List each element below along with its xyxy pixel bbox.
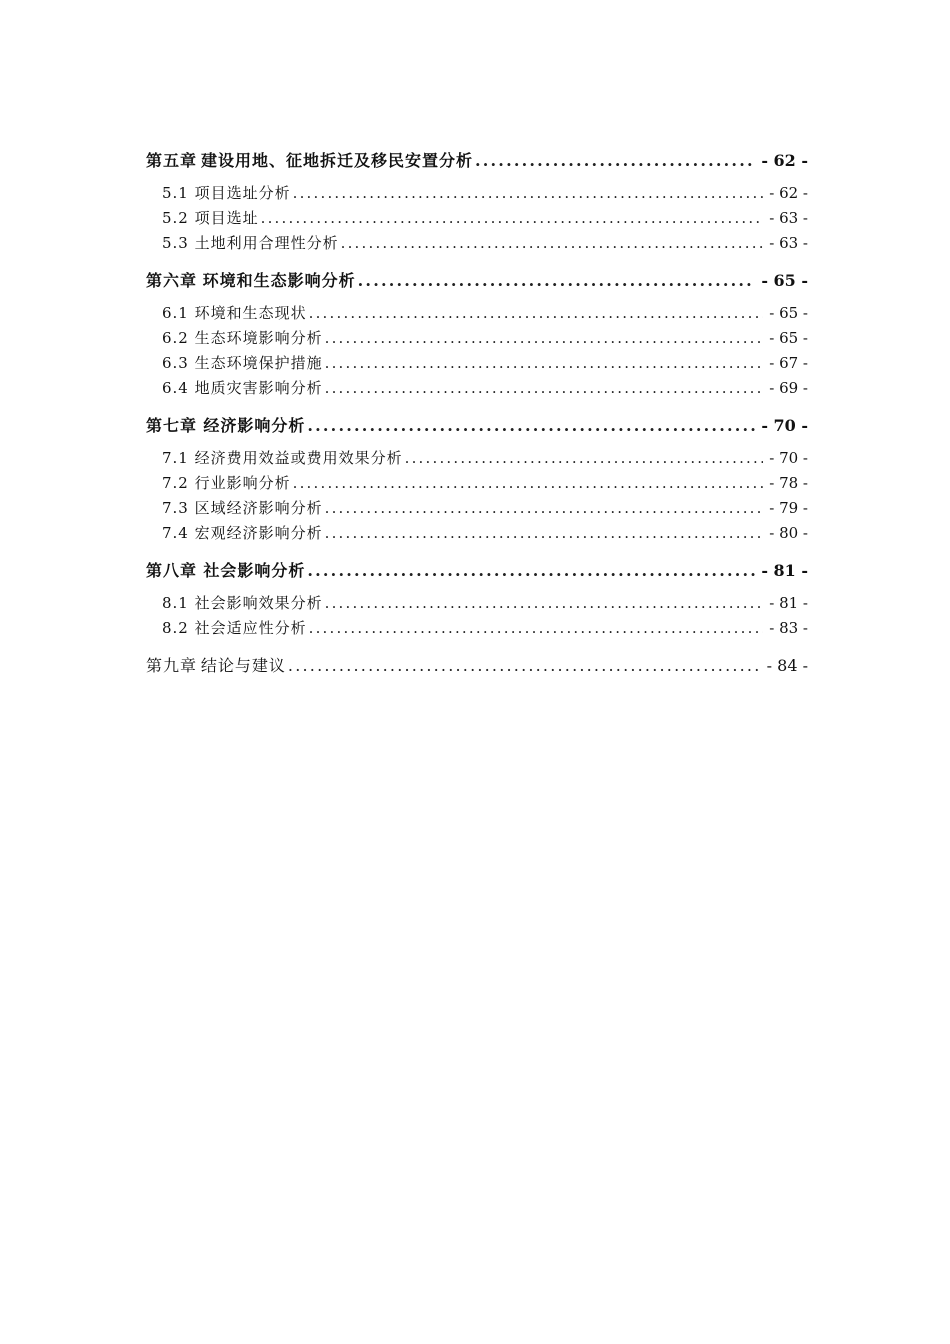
chapter-number: 第七章 [146, 416, 198, 435]
chapter-title: 结论与建议 [200, 656, 286, 675]
chapter-title: 环境和生态影响分析 [202, 271, 356, 290]
toc-chapter-5[interactable] [146, 146, 808, 181]
dot-leader [405, 446, 764, 471]
page-number: - 62 - [769, 184, 808, 202]
dot-leader [293, 181, 764, 206]
toc-section-6-4[interactable] [146, 376, 808, 411]
chapter-number: 第九章 [146, 656, 198, 675]
chapter-number: 第六章 [146, 271, 198, 290]
page-number: - 78 - [769, 474, 808, 492]
toc-chapter-7[interactable] [146, 411, 808, 446]
section-title: 5.3 土地利用合理性分析 [162, 234, 339, 252]
page-number: - 69 - [769, 379, 808, 397]
toc-section-7-1[interactable] [146, 446, 808, 471]
section-title: 7.4 宏观经济影响分析 [162, 524, 323, 542]
page-number: - 62 - [761, 151, 808, 170]
toc-section-8-2[interactable] [146, 616, 808, 651]
dot-leader [261, 206, 764, 231]
page-number: - 65 - [769, 304, 808, 322]
page-number: - 80 - [769, 524, 808, 542]
section-title: 7.2 行业影响分析 [162, 474, 291, 492]
page-number: - 83 - [769, 619, 808, 637]
chapter-title: 建设用地、征地拆迁及移民安置分析 [200, 151, 473, 170]
chapter-title: 经济影响分析 [203, 416, 306, 435]
page-number: - 79 - [769, 499, 808, 517]
section-title: 6.1 环境和生态现状 [162, 304, 307, 322]
page-number: - 63 - [769, 209, 808, 227]
chapter-number: 第五章 [146, 151, 198, 170]
toc-section-7-4[interactable] [146, 521, 808, 556]
toc-chapter-8[interactable] [146, 556, 808, 591]
toc-section-5-1[interactable] [146, 181, 808, 206]
dot-leader [309, 616, 764, 641]
toc-section-6-3[interactable] [146, 351, 808, 376]
dot-leader [325, 521, 764, 546]
section-title: 6.4 地质灾害影响分析 [162, 379, 323, 397]
dot-leader [309, 301, 764, 326]
page-number: - 67 - [769, 354, 808, 372]
section-title: 8.2 社会适应性分析 [162, 619, 307, 637]
dot-leader [325, 376, 764, 401]
page-number: - 65 - [761, 271, 808, 290]
dot-leader [325, 351, 764, 376]
page-number: - 81 - [769, 594, 808, 612]
toc-section-5-3[interactable] [146, 231, 808, 266]
section-title: 7.3 区域经济影响分析 [162, 499, 323, 517]
dot-leader [325, 591, 764, 616]
section-title: 5.1 项目选址分析 [162, 184, 291, 202]
page-number: - 65 - [769, 329, 808, 347]
chapter-title: 社会影响分析 [203, 561, 306, 580]
toc-chapter-9[interactable] [146, 651, 808, 686]
toc-section-5-2[interactable] [146, 206, 808, 231]
dot-leader [293, 471, 764, 496]
dot-leader [325, 326, 764, 351]
dot-leader [358, 266, 756, 296]
page-number: - 70 - [769, 449, 808, 467]
section-title: 8.1 社会影响效果分析 [162, 594, 323, 612]
section-title: 6.2 生态环境影响分析 [162, 329, 323, 347]
section-title: 5.2 项目选址 [162, 209, 259, 227]
section-title: 7.1 经济费用效益或费用效果分析 [162, 449, 403, 467]
page-number: - 81 - [761, 561, 808, 580]
toc-section-6-2[interactable] [146, 326, 808, 351]
dot-leader [325, 496, 764, 521]
dot-leader [307, 411, 755, 441]
toc-section-8-1[interactable] [146, 591, 808, 616]
page-number: - 70 - [761, 416, 808, 435]
toc-section-6-1[interactable] [146, 301, 808, 326]
toc-section-7-3[interactable] [146, 496, 808, 521]
toc-chapter-6[interactable] [146, 266, 808, 301]
section-title: 6.3 生态环境保护措施 [162, 354, 323, 372]
dot-leader [475, 146, 755, 176]
table-of-contents [146, 146, 808, 686]
dot-leader [307, 556, 755, 586]
chapter-number: 第八章 [146, 561, 198, 580]
toc-section-7-2[interactable] [146, 471, 808, 496]
page-number: - 63 - [769, 234, 808, 252]
dot-leader [288, 651, 761, 681]
page-number: - 84 - [766, 656, 808, 675]
dot-leader [341, 231, 764, 256]
